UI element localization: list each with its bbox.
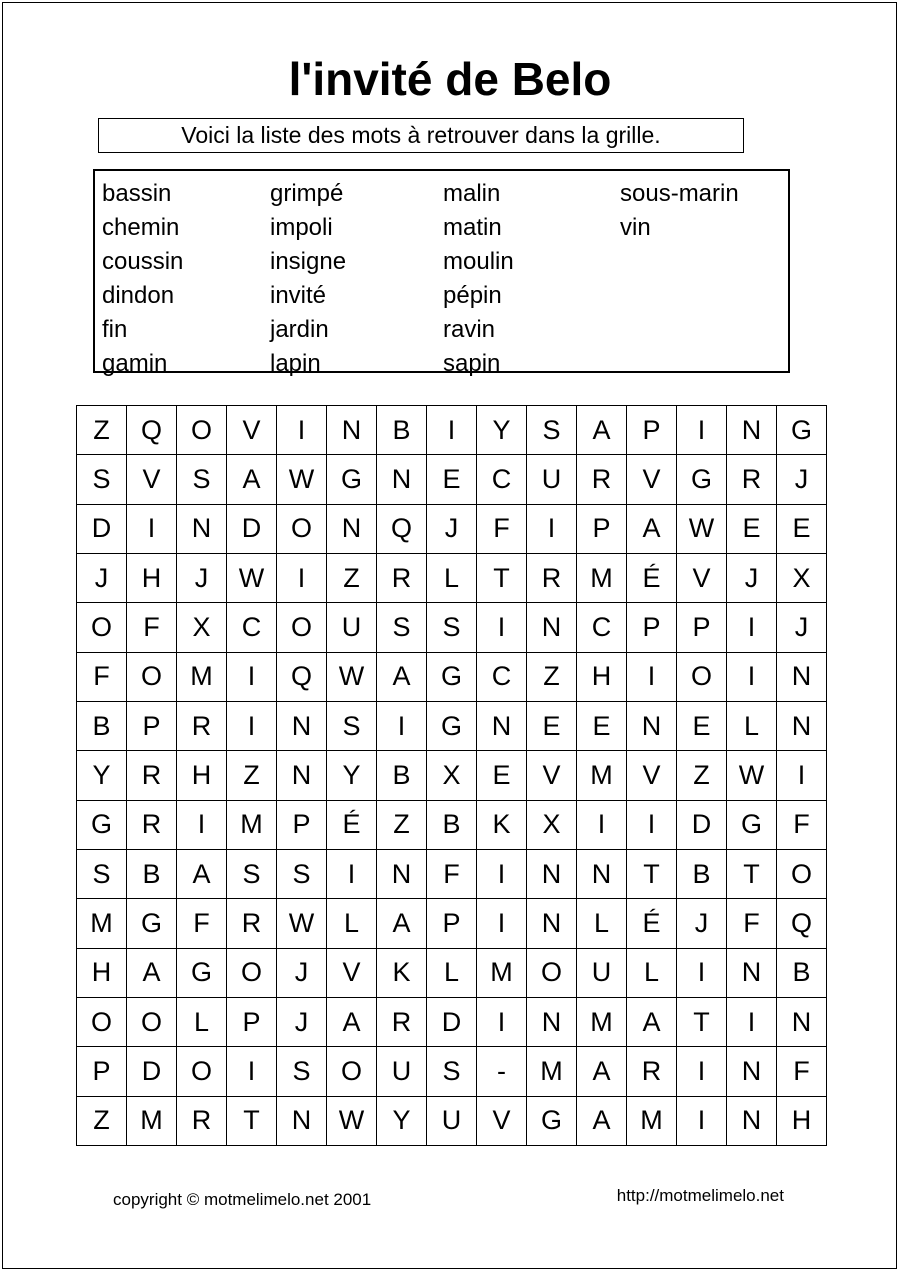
grid-cell: S	[277, 849, 327, 898]
grid-cell: N	[627, 701, 677, 750]
grid-cell: N	[377, 455, 427, 504]
grid-cell: R	[127, 800, 177, 849]
grid-cell: P	[627, 603, 677, 652]
grid-cell: F	[77, 652, 127, 701]
grid-cell: A	[577, 1047, 627, 1096]
grid-cell: N	[277, 701, 327, 750]
grid-cell: O	[77, 997, 127, 1046]
grid-cell: I	[677, 1047, 727, 1096]
word-item: sapin	[443, 350, 501, 377]
grid-cell: Y	[477, 406, 527, 455]
grid-cell: Z	[677, 751, 727, 800]
grid-cell: G	[427, 652, 477, 701]
grid-cell: O	[77, 603, 127, 652]
grid-cell: C	[477, 455, 527, 504]
grid-cell: F	[127, 603, 177, 652]
grid-cell: J	[677, 899, 727, 948]
grid-cell: H	[127, 553, 177, 602]
grid-cell: L	[727, 701, 777, 750]
grid-cell: I	[427, 406, 477, 455]
grid-cell: V	[227, 406, 277, 455]
grid-cell: I	[727, 603, 777, 652]
grid-cell: B	[677, 849, 727, 898]
grid-cell: I	[477, 849, 527, 898]
grid-cell: X	[527, 800, 577, 849]
grid-cell: O	[177, 1047, 227, 1096]
grid-cell: S	[227, 849, 277, 898]
grid-cell: T	[727, 849, 777, 898]
grid-cell: J	[277, 997, 327, 1046]
grid-cell: P	[77, 1047, 127, 1096]
word-item: impoli	[270, 214, 333, 241]
grid-cell: L	[177, 997, 227, 1046]
grid-cell: T	[477, 553, 527, 602]
grid-cell: M	[127, 1096, 177, 1145]
grid-cell: U	[577, 948, 627, 997]
grid-cell: F	[427, 849, 477, 898]
grid-cell: X	[777, 553, 827, 602]
grid-cell: R	[727, 455, 777, 504]
website-url: http://motmelimelo.net	[616, 1186, 784, 1205]
grid-cell: V	[627, 455, 677, 504]
grid-cell: G	[677, 455, 727, 504]
grid-row	[77, 800, 827, 849]
grid-cell: S	[377, 603, 427, 652]
grid-cell: S	[277, 1047, 327, 1096]
grid-cell: W	[677, 504, 727, 553]
grid-cell: W	[277, 455, 327, 504]
grid-cell: R	[227, 899, 277, 948]
grid-cell: H	[777, 1096, 827, 1145]
grid-cell: G	[727, 800, 777, 849]
grid-cell: W	[727, 751, 777, 800]
grid-cell: U	[377, 1047, 427, 1096]
grid-cell: V	[477, 1096, 527, 1145]
grid-cell: I	[627, 800, 677, 849]
word-column	[270, 177, 443, 377]
grid-cell: G	[327, 455, 377, 504]
grid-cell: B	[377, 751, 427, 800]
grid-cell: B	[377, 406, 427, 455]
grid-cell: I	[627, 652, 677, 701]
grid-cell: I	[127, 504, 177, 553]
grid-cell: B	[777, 948, 827, 997]
instruction-box	[98, 118, 744, 153]
grid-cell: R	[177, 1096, 227, 1145]
grid-cell: J	[727, 553, 777, 602]
word-item: gamin	[102, 350, 168, 377]
grid-cell: J	[277, 948, 327, 997]
grid-cell: A	[177, 849, 227, 898]
grid-cell: G	[177, 948, 227, 997]
word-item: bassin	[102, 180, 172, 207]
grid-cell: H	[177, 751, 227, 800]
grid-cell: J	[177, 553, 227, 602]
grid-cell: O	[327, 1047, 377, 1096]
grid-cell: L	[577, 899, 627, 948]
grid-cell: Y	[327, 751, 377, 800]
word-item: dindon	[102, 282, 175, 309]
grid-cell: N	[777, 997, 827, 1046]
grid-cell: A	[377, 652, 427, 701]
grid-cell: C	[577, 603, 627, 652]
grid-cell: A	[127, 948, 177, 997]
grid-cell: Q	[777, 899, 827, 948]
grid-cell: I	[477, 603, 527, 652]
grid-cell: P	[227, 997, 277, 1046]
grid-cell: O	[127, 652, 177, 701]
grid-cell: É	[627, 899, 677, 948]
grid-cell: N	[527, 899, 577, 948]
grid-cell: P	[627, 406, 677, 455]
grid-row	[77, 751, 827, 800]
grid-cell: E	[727, 504, 777, 553]
grid-cell: M	[577, 751, 627, 800]
grid-cell: L	[327, 899, 377, 948]
grid-row	[77, 1096, 827, 1145]
grid-cell: V	[327, 948, 377, 997]
word-list	[93, 169, 790, 377]
word-item: invité	[270, 282, 327, 309]
grid-cell: I	[777, 751, 827, 800]
grid-cell: C	[227, 603, 277, 652]
grid-cell: R	[627, 1047, 677, 1096]
grid-cell: K	[477, 800, 527, 849]
grid-cell: O	[177, 406, 227, 455]
grid-cell: Y	[377, 1096, 427, 1145]
grid-cell: E	[577, 701, 627, 750]
grid-cell: G	[777, 406, 827, 455]
grid-cell: D	[227, 504, 277, 553]
grid-row	[77, 948, 827, 997]
grid-cell: I	[227, 652, 277, 701]
grid-cell: M	[177, 652, 227, 701]
word-item: jardin	[270, 316, 329, 343]
grid-cell: E	[677, 701, 727, 750]
grid-cell: Z	[327, 553, 377, 602]
grid-cell: T	[677, 997, 727, 1046]
grid-cell: P	[577, 504, 627, 553]
grid-row	[77, 553, 827, 602]
copyright-text: copyright © motmelimelo.net 2001	[113, 1190, 372, 1209]
word-column	[620, 177, 788, 371]
grid-cell: Z	[377, 800, 427, 849]
grid-cell: B	[427, 800, 477, 849]
grid-cell: N	[577, 849, 627, 898]
grid-cell: M	[227, 800, 277, 849]
grid-cell: F	[477, 504, 527, 553]
grid-row	[77, 849, 827, 898]
instruction-text: Voici la liste des mots à retrouver dans la grille.	[181, 122, 661, 148]
grid-cell: P	[127, 701, 177, 750]
grid-cell: X	[427, 751, 477, 800]
grid-cell: S	[527, 406, 577, 455]
grid-cell: M	[577, 997, 627, 1046]
grid-cell: F	[727, 899, 777, 948]
grid-cell: J	[777, 455, 827, 504]
grid-cell: O	[777, 849, 827, 898]
word-item: ravin	[443, 316, 496, 343]
grid-cell: N	[777, 652, 827, 701]
grid-cell: P	[427, 899, 477, 948]
grid-cell: A	[377, 899, 427, 948]
grid-cell: N	[327, 504, 377, 553]
grid-cell: I	[677, 406, 727, 455]
grid-cell: K	[377, 948, 427, 997]
grid-cell: -	[477, 1047, 527, 1096]
grid-cell: Z	[227, 751, 277, 800]
grid-row	[77, 652, 827, 701]
grid-cell: O	[127, 997, 177, 1046]
grid-cell: I	[177, 800, 227, 849]
grid-cell: B	[77, 701, 127, 750]
grid-row	[77, 603, 827, 652]
grid-cell: I	[477, 997, 527, 1046]
word-column	[102, 177, 270, 377]
grid-cell: N	[477, 701, 527, 750]
grid-cell: D	[77, 504, 127, 553]
grid-cell: V	[677, 553, 727, 602]
grid-cell: A	[227, 455, 277, 504]
page-title: l'invité de Belo	[288, 53, 612, 105]
grid-cell: É	[627, 553, 677, 602]
grid-cell: B	[127, 849, 177, 898]
word-item: malin	[443, 180, 501, 207]
grid-cell: D	[427, 997, 477, 1046]
grid-cell: R	[127, 751, 177, 800]
grid-cell: R	[377, 553, 427, 602]
grid-cell: X	[177, 603, 227, 652]
grid-cell: T	[227, 1096, 277, 1145]
grid-row	[77, 455, 827, 504]
grid-cell: M	[477, 948, 527, 997]
grid-cell: N	[527, 849, 577, 898]
grid-cell: J	[427, 504, 477, 553]
word-item: fin	[102, 316, 128, 343]
grid-cell: H	[77, 948, 127, 997]
grid-row	[77, 997, 827, 1046]
grid-row	[77, 406, 827, 455]
grid-cell: I	[327, 849, 377, 898]
grid-cell: I	[227, 1047, 277, 1096]
grid-cell: P	[277, 800, 327, 849]
grid-cell: A	[627, 997, 677, 1046]
grid-cell: I	[577, 800, 627, 849]
word-item: grimpé	[270, 180, 344, 207]
grid-cell: S	[77, 849, 127, 898]
grid-cell: Q	[127, 406, 177, 455]
grid-cell: S	[327, 701, 377, 750]
grid-cell: G	[427, 701, 477, 750]
grid-cell: N	[727, 1047, 777, 1096]
grid-cell: Q	[377, 504, 427, 553]
grid-cell: W	[327, 652, 377, 701]
grid-cell: U	[327, 603, 377, 652]
grid-cell: N	[777, 701, 827, 750]
grid-cell: N	[327, 406, 377, 455]
grid-cell: I	[227, 701, 277, 750]
word-item: insigne	[270, 248, 347, 275]
grid-cell: V	[527, 751, 577, 800]
grid-cell: D	[677, 800, 727, 849]
grid-cell: N	[177, 504, 227, 553]
grid-cell: I	[677, 948, 727, 997]
word-item: coussin	[102, 248, 184, 275]
grid-cell: A	[327, 997, 377, 1046]
grid-cell: A	[577, 406, 627, 455]
grid-cell: N	[377, 849, 427, 898]
word-column	[443, 177, 620, 377]
grid-cell: M	[77, 899, 127, 948]
grid-cell: G	[77, 800, 127, 849]
grid-cell: R	[377, 997, 427, 1046]
grid-cell: H	[577, 652, 627, 701]
grid-row	[77, 701, 827, 750]
grid-cell: N	[727, 1096, 777, 1145]
grid-cell: O	[227, 948, 277, 997]
grid-row	[77, 1047, 827, 1096]
word-item: vin	[620, 214, 651, 241]
grid-cell: I	[677, 1096, 727, 1145]
grid-cell: V	[627, 751, 677, 800]
grid-cell: L	[627, 948, 677, 997]
grid-cell: N	[527, 603, 577, 652]
grid-cell: M	[527, 1047, 577, 1096]
grid-cell: D	[127, 1047, 177, 1096]
grid-cell: S	[177, 455, 227, 504]
grid-cell: L	[427, 553, 477, 602]
grid-cell: Z	[527, 652, 577, 701]
grid-cell: O	[677, 652, 727, 701]
grid-cell: N	[527, 997, 577, 1046]
grid-cell: C	[477, 652, 527, 701]
grid-cell: E	[427, 455, 477, 504]
grid-cell: W	[227, 553, 277, 602]
grid-cell: E	[777, 504, 827, 553]
grid-row	[77, 504, 827, 553]
grid-cell: M	[627, 1096, 677, 1145]
grid-cell: S	[427, 603, 477, 652]
grid-cell: F	[777, 1047, 827, 1096]
grid-cell: S	[427, 1047, 477, 1096]
word-item: chemin	[102, 214, 180, 241]
word-item: lapin	[270, 350, 321, 377]
grid-cell: S	[77, 455, 127, 504]
word-item: pépin	[443, 282, 502, 309]
grid-cell: A	[577, 1096, 627, 1145]
grid-cell: G	[127, 899, 177, 948]
grid-cell: Z	[77, 1096, 127, 1145]
grid-cell: I	[527, 504, 577, 553]
grid-cell: E	[527, 701, 577, 750]
grid-cell: N	[727, 948, 777, 997]
grid-cell: E	[477, 751, 527, 800]
grid-cell: N	[727, 406, 777, 455]
grid-cell: Z	[77, 406, 127, 455]
grid-cell: I	[377, 701, 427, 750]
grid-cell: W	[277, 899, 327, 948]
grid-cell: F	[177, 899, 227, 948]
grid-cell: F	[777, 800, 827, 849]
grid-cell: Y	[77, 751, 127, 800]
letter-grid-table	[77, 406, 827, 1146]
grid-cell: R	[177, 701, 227, 750]
grid-cell: U	[527, 455, 577, 504]
grid-cell: G	[527, 1096, 577, 1145]
grid-cell: N	[277, 1096, 327, 1145]
grid-cell: O	[527, 948, 577, 997]
grid-cell: J	[77, 553, 127, 602]
grid-cell: O	[277, 504, 327, 553]
grid-cell: M	[577, 553, 627, 602]
letter-grid	[76, 405, 827, 1146]
grid-cell: I	[277, 406, 327, 455]
grid-cell: W	[327, 1096, 377, 1145]
grid-cell: I	[727, 652, 777, 701]
grid-cell: T	[627, 849, 677, 898]
grid-cell: L	[427, 948, 477, 997]
grid-cell: J	[777, 603, 827, 652]
grid-cell: U	[427, 1096, 477, 1145]
grid-cell: V	[127, 455, 177, 504]
grid-cell: R	[527, 553, 577, 602]
grid-cell: R	[577, 455, 627, 504]
grid-cell: N	[277, 751, 327, 800]
grid-cell: I	[727, 997, 777, 1046]
grid-cell: I	[277, 553, 327, 602]
word-item: sous-marin	[620, 180, 739, 207]
grid-cell: É	[327, 800, 377, 849]
grid-cell: I	[477, 899, 527, 948]
word-item: moulin	[443, 248, 514, 275]
grid-row	[77, 899, 827, 948]
grid-cell: A	[627, 504, 677, 553]
grid-cell: Q	[277, 652, 327, 701]
grid-cell: O	[277, 603, 327, 652]
grid-cell: P	[677, 603, 727, 652]
word-item: matin	[443, 214, 502, 241]
